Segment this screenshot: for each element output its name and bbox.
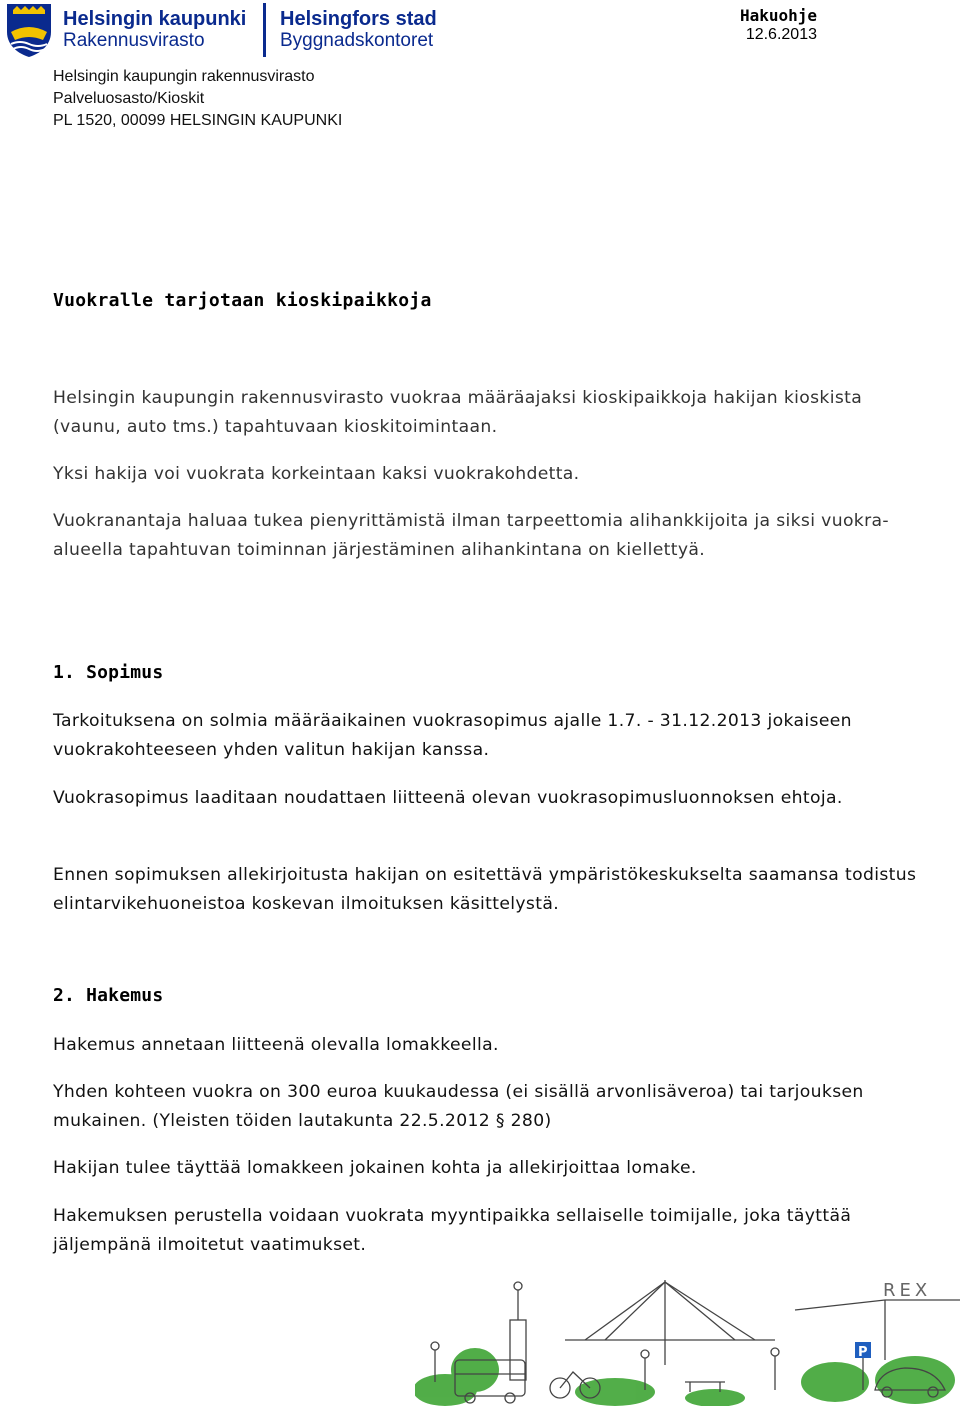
sign-text: REX [883, 1280, 932, 1301]
parking-sign-text: P [858, 1345, 868, 1360]
address-line: Palveluosasto/Kioskit [53, 90, 205, 107]
section-paragraph: Vuokrasopimus laaditaan noudattaen liitteenä olevan vuokrasopimusluonnoksen ehtoja. [53, 788, 843, 808]
logo-fi-title: Helsingin kaupunki [63, 8, 247, 30]
helsinki-crest-logo [3, 2, 55, 58]
document-date: 12.6.2013 [745, 26, 817, 43]
address-line: Helsingin kaupungin rakennusvirasto [53, 68, 315, 85]
intro-paragraph: Vuokranantaja haluaa tukea pienyrittämistä ilman tarpeettomia alihankkijoita ja siksi vuokra-alueella tapahtuvan toiminnan järjestäminen alihankintana on kiellettyä. [53, 511, 889, 560]
intro-paragraph: Helsingin kaupungin rakennusvirasto vuokraa määräajaksi kioskipaikkoja hakijan kioskista (vaunu, auto tms.) tapahtuvaan kioskitoimintaan. [53, 388, 863, 437]
logo-divider [263, 3, 266, 57]
intro-paragraph: Yksi hakija voi vuokrata korkeintaan kaksi vuokrakohdetta. [53, 464, 580, 484]
logo-sv-title: Helsingfors stad [280, 8, 437, 30]
section-heading: 2. Hakemus [53, 985, 164, 1006]
section-paragraph: Hakemuksen perustella voidaan vuokrata myyntipaikka sellaiselle toimijalle, joka täyttää jäljempänä ilmoitetut vaatimukset. [53, 1206, 852, 1255]
section-paragraph: Hakijan tulee täyttää lomakkeen jokainen kohta ja allekirjoittaa lomake. [53, 1158, 697, 1178]
city-illustration [415, 1270, 960, 1406]
section-paragraph: Tarkoituksena on solmia määräaikainen vuokrasopimus ajalle 1.7. - 31.12.2013 jokaiseen vuokrakohteeseen yhden valitun hakijan kanssa. [53, 711, 852, 760]
section-paragraph: Hakemus annetaan liitteenä olevalla lomakkeella. [53, 1035, 499, 1055]
logo-sv-subtitle: Byggnadskontoret [280, 30, 434, 51]
section-heading: 1. Sopimus [53, 662, 164, 683]
address-line: PL 1520, 00099 HELSINGIN KAUPUNKI [53, 112, 343, 129]
document-type: Hakuohje [739, 6, 817, 25]
document-title: Vuokralle tarjotaan kioskipaikkoja [53, 290, 432, 311]
section-paragraph: Yhden kohteen vuokra on 300 euroa kuukaudessa (ei sisällä arvonlisäveroa) tai tarjouksen mukainen. (Yleisten töiden lautakunta 22.5.2012 § 280) [53, 1082, 864, 1131]
section-paragraph: Ennen sopimuksen allekirjoitusta hakijan on esitettävä ympäristökeskukselta saamansa todistus elintarvikehuoneistoa koskevan ilmoituksen käsittelystä. [53, 865, 917, 914]
logo-fi-subtitle: Rakennusvirasto [63, 30, 205, 51]
